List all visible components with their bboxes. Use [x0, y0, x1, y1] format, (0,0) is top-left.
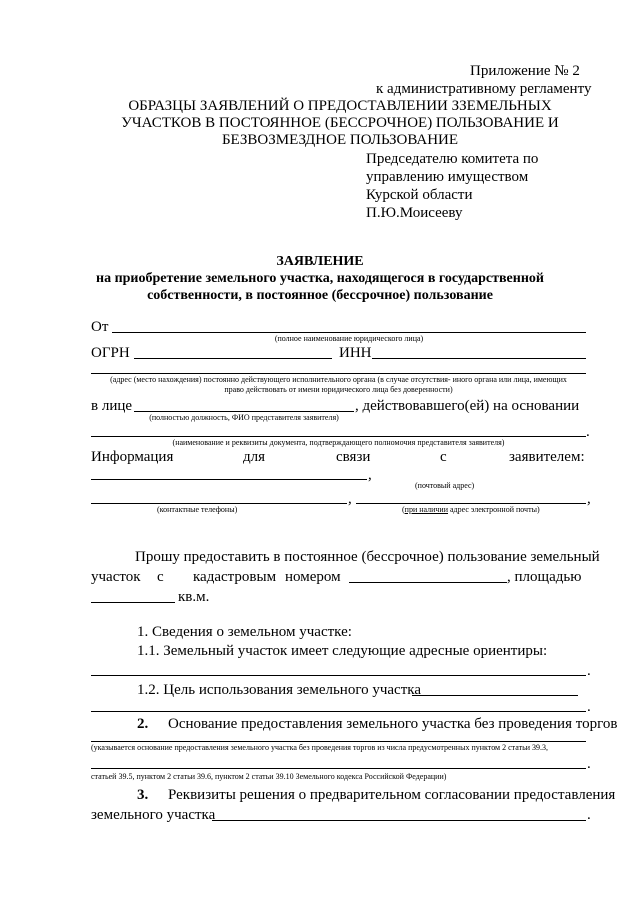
- authority-document-hint: (наименование и реквизиты документа, подтверждающего полномочия представителя заявителя): [172, 438, 505, 447]
- usage-purpose-field[interactable]: [412, 695, 578, 696]
- request-word-cadastral: кадастровым: [193, 569, 277, 585]
- document-heading-line2: УЧАСТКОВ В ПОСТОЯННОЕ (БЕССРОЧНОЕ) ПОЛЬЗОВАНИЕ И: [121, 115, 559, 131]
- email-hint: (при наличии адрес электронной почты): [402, 505, 540, 514]
- statement-subtitle-line1: на приобретение земельного участка, находящегося в государственной: [96, 271, 544, 286]
- contact-word-4: с: [440, 449, 447, 465]
- addressee-line1: Председателю комитета по: [366, 151, 539, 167]
- postal-address-field[interactable]: [91, 479, 367, 480]
- request-line1: Прошу предоставить в постоянное (бессрочное) пользование земельный: [135, 549, 600, 565]
- postal-address-hint: (почтовый адрес): [415, 481, 475, 490]
- no-auction-basis-field[interactable]: [91, 741, 586, 742]
- addressee-line2: управлению имуществом: [366, 169, 529, 185]
- no-auction-basis-hint-line2: статьей 39.5, пунктом 2 статьи 39.6, пунктом 2 статьи 39.10 Земельного кодекса Российской Федерации): [91, 772, 447, 781]
- statement-title: ЗАЯВЛЕНИЕ: [276, 254, 364, 269]
- address-hint-line1: (адрес (место нахождения) постоянно действующего исполнительного органа (в случае отсутствия- иного органа или лица, имеющих: [110, 375, 567, 384]
- from-label: От: [91, 319, 109, 335]
- address-hint-line2: право действовать от имени юридического лица без доверенности): [224, 385, 453, 394]
- request-word-with: с: [157, 569, 164, 585]
- authority-document-dot: .: [586, 424, 590, 440]
- no-auction-basis-hint-line1: (указывается основание предоставления земельного участка без проведения торгов из числа предусмотренных пунктом 2 статьи 39.3,: [91, 743, 549, 752]
- inn-label: ИНН: [339, 345, 372, 361]
- person-field[interactable]: [134, 411, 354, 412]
- person-label: в лице: [91, 398, 133, 414]
- usage-purpose-dot: .: [587, 699, 591, 715]
- address-landmarks-dot: .: [587, 663, 591, 679]
- ogrn-label: ОГРН: [91, 345, 130, 361]
- section-3-title: Реквизиты решения о предварительном согласовании предоставления: [168, 787, 616, 803]
- contact-word-5: заявителем:: [509, 449, 585, 465]
- cadastral-number-field[interactable]: [349, 582, 507, 583]
- usage-purpose-field-2[interactable]: [91, 711, 586, 712]
- authority-document-field[interactable]: [91, 436, 586, 437]
- appendix-regulation: к административному регламенту: [376, 81, 592, 97]
- person-hint: (полностью должность, ФИО представителя заявителя): [149, 413, 339, 422]
- document-heading-line1: ОБРАЗЦЫ ЗАЯВЛЕНИЙ О ПРЕДОСТАВЛЕНИИ ЗЗЕМЕЛЬНЫХ: [128, 98, 552, 114]
- postal-address-comma: ,: [368, 467, 372, 483]
- addressee-line3: Курской области: [366, 187, 473, 203]
- area-label: , площадью: [507, 569, 582, 585]
- email-field[interactable]: [356, 503, 586, 504]
- preliminary-approval-field[interactable]: [212, 820, 586, 821]
- phones-comma: ,: [348, 491, 352, 507]
- ogrn-field[interactable]: [134, 358, 332, 359]
- acting-basis-label: , действовавшего(ей) на основании: [355, 398, 580, 414]
- addressee-name: П.Ю.Моисееву: [366, 205, 463, 221]
- phones-field[interactable]: [91, 503, 347, 504]
- address-landmarks-field[interactable]: [91, 675, 586, 676]
- area-unit: кв.м.: [178, 589, 210, 605]
- contact-word-2: для: [243, 449, 266, 465]
- section-3-number: 3.: [137, 787, 149, 803]
- contact-word-3: связи: [336, 449, 371, 465]
- from-field[interactable]: [112, 332, 586, 333]
- section-2-number: 2.: [137, 716, 149, 732]
- inn-field[interactable]: [372, 358, 586, 359]
- no-auction-basis-field-2[interactable]: [91, 768, 586, 769]
- section-3-title-line2: земельного участка: [91, 807, 216, 823]
- document-heading-line3: БЕЗВОЗМЕЗДНОЕ ПОЛЬЗОВАНИЕ: [221, 132, 459, 148]
- section-1-title: 1. Сведения о земельном участке:: [137, 624, 352, 640]
- preliminary-approval-dot: .: [587, 807, 591, 823]
- contact-word-1: Информация: [91, 449, 174, 465]
- appendix-number: Приложение № 2: [470, 63, 580, 79]
- section-1-2-title: 1.2. Цель использования земельного участка: [137, 682, 421, 698]
- email-comma: ,: [587, 491, 591, 507]
- request-word-number: номером: [285, 569, 341, 585]
- from-hint: (полное наименование юридического лица): [274, 334, 424, 343]
- address-field[interactable]: [91, 373, 586, 374]
- no-auction-basis-dot: .: [587, 756, 591, 772]
- section-2-title: Основание предоставления земельного участка без проведения торгов: [168, 716, 618, 732]
- area-field[interactable]: [91, 602, 175, 603]
- statement-subtitle-line2: собственности, в постоянное (бессрочное) пользование: [147, 288, 493, 303]
- request-word-plot: участок: [91, 569, 141, 585]
- phones-hint: (контактные телефоны): [157, 505, 238, 514]
- section-1-1-title: 1.1. Земельный участок имеет следующие адресные ориентиры:: [137, 643, 548, 659]
